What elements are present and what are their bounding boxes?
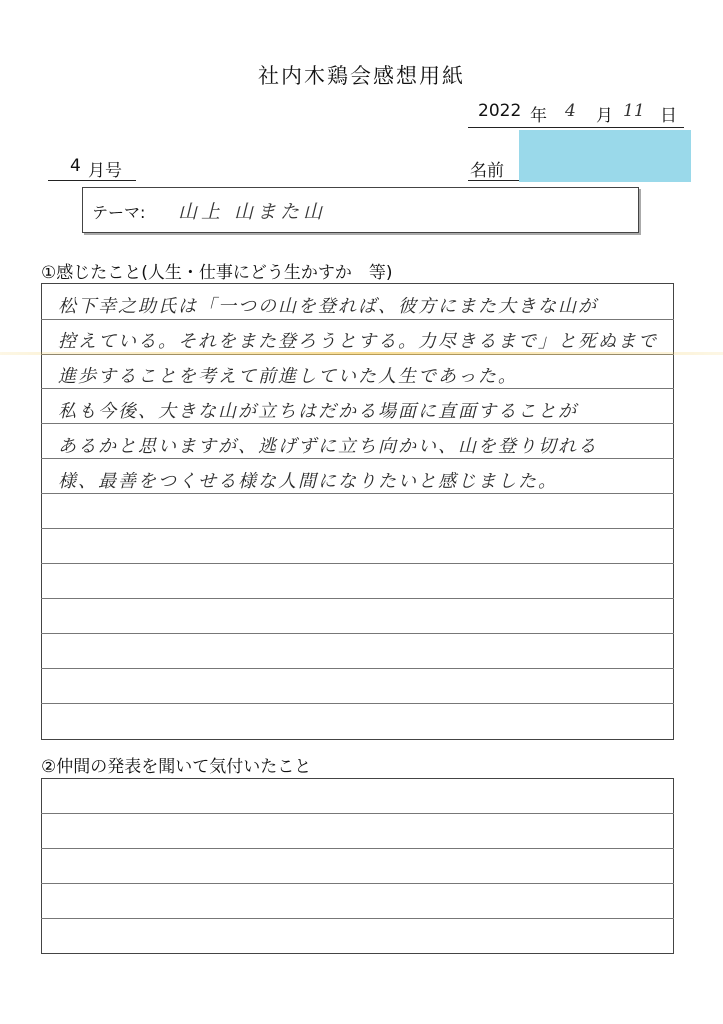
ruled-line [41,848,674,849]
date-day-label: 日 [660,106,677,126]
ruled-line [41,703,674,704]
name-label: 名前 [470,161,504,181]
date-month-label: 月 [596,106,613,126]
date-day-value: 11 [623,101,645,121]
date-year: 2022 [478,101,522,121]
ruled-line [41,598,674,599]
issue-label: 月号 [88,161,122,181]
ruled-line [41,388,674,389]
theme-value: 山上 山また山 [178,201,327,223]
ruled-line [41,563,674,564]
handwritten-line: 様、最善をつくせる様な人間になりたいと感じました。 [58,471,558,492]
ruled-line [41,883,674,884]
section2-box [41,778,674,954]
ruled-line [41,423,674,424]
handwritten-line: 松下幸之助氏は「一つの山を登れば、彼方にまた大きな山が [58,296,598,317]
ruled-line [41,918,674,919]
handwritten-line: 進歩することを考えて前進していた人生であった。 [58,366,518,387]
ruled-line [41,319,674,320]
ruled-line [41,528,674,529]
date-month-value: 4 [565,101,576,121]
theme-box [82,187,639,233]
section2-heading: ②仲間の発表を聞いて気付いたこと [41,757,312,777]
form-title: 社内木鶏会感想用紙 [258,64,465,88]
date-underline [468,127,684,128]
date-year-label: 年 [530,106,547,126]
ruled-line [41,668,674,669]
ruled-line [41,633,674,634]
ruled-line [41,813,674,814]
section1-heading: ①感じたこと(人生・仕事にどう生かすか 等) [41,263,393,283]
handwritten-line: あるかと思いますが、逃げずに立ち向かい、山を登り切れる [58,436,598,457]
ruled-line [41,493,674,494]
handwritten-line: 控えている。それをまた登ろうとする。力尽きるまで」と死ぬまで [58,331,658,352]
name-redaction [519,130,691,182]
theme-label: テーマ: [92,203,146,222]
ruled-line [41,458,674,459]
handwritten-line: 私も今後、大きな山が立ちはだかる場面に直面することが [58,401,578,422]
issue-month: 4 [70,156,81,176]
